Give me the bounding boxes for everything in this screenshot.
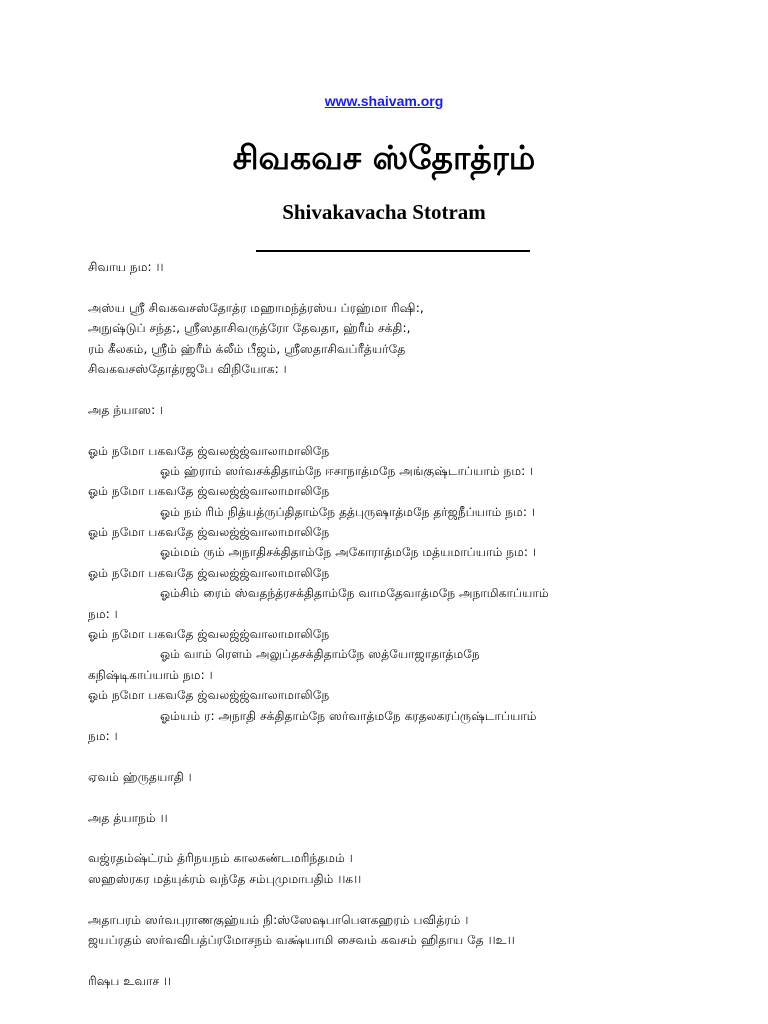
nyasa-line: ஓம் நமோ பகவதே ஜ்வலஜ்ஜ்வாலாமாலிநே [88, 688, 330, 703]
viniyoga-line: அநுஷ்டுப் சந்த:, ஸ்ரீஸதாசிவருத்ரோ தேவதா, ஹ்ரீம் சக்தி:, [88, 321, 411, 336]
nyasa-line: நம: । [88, 728, 118, 743]
page-title-tamil: சிவகவச ஸ்தோத்ரம் [232, 138, 536, 177]
verse-line: ஜயப்ரதம் ஸர்வவிபத்ப்ரமோசநம் வக்ஷ்யாமி சைவம் கவசம் ஹிதாய தே ।।உ।। [88, 932, 515, 947]
viniyoga-line: ரம் கீலகம், ஸ்ரீம் ஹ்ரீம் க்லீம் பீஜம், ஸ்ரீஸதாசிவப்ரீத்யர்தே [88, 341, 406, 356]
nyasa-line: ஓம் வாம் ரௌம் அலுப்தசக்திதாம்நே ஸத்யோஜாதாத்மநே [160, 647, 480, 662]
nyasa-line: ஓம் ஹ்ராம் ஸர்வசக்திதாம்நே ஈசாநாத்மநே அங்குஷ்டாப்யாம் நம: । [160, 463, 534, 478]
nyasa-line: ஓம்யம் ர: அநாதி சக்திதாம்நே ஸர்வாத்மநே கரதலகரப்ருஷ்டாப்யாம் [160, 708, 537, 723]
nyasa-line: ஓம்மம் ரும் அநாதிசக்திதாம்நே அகோராத்மநே மத்யமாப்யாம் நம: । [160, 545, 536, 560]
nyasa-line: ஓம் நமோ பகவதே ஜ்வலஜ்ஜ்வாலாமாலிநே [88, 565, 330, 580]
nyasa-line: ஓம் நமோ பகவதே ஜ்வலஜ்ஜ்வாலாமாலிநே [88, 484, 330, 499]
evam-line: ஏவம் ஹ்ருதயாதி । [88, 769, 192, 784]
verse-line: ஸஹஸ்ரகர மத்யுக்ரம் வந்தே சம்புமுமாபதிம் ।।க।। [88, 871, 362, 886]
nyasa-line: ஓம் நமோ பகவதே ஜ்வலஜ்ஜ்வாலாமாலிநே [88, 525, 330, 540]
site-link[interactable]: www.shaivam.org [324, 93, 444, 109]
nyasa-line: ஓம்சிம் ரைம் ஸ்வதந்த்ரசக்திதாம்நே வாமதேவாத்மநே அநாமிகாப்யாம் [160, 586, 549, 601]
nyasa-line: ஓம் நம் ரிம் நித்யத்ருப்திதாம்நே தத்புருஷாத்மநே தர்ஜநீப்யாம் நம: । [160, 504, 535, 519]
nyasa-line: நம: । [88, 606, 118, 621]
nyasa-line: ஓம் நமோ பகவதே ஜ்வலஜ்ஜ்வாலாமாலிநே [88, 443, 330, 458]
verse-line: அதாபரம் ஸர்வபுராணகுஹ்யம் நி:ஸ்ஸேஷபாபௌகஹரம் பவித்ரம் । [88, 912, 469, 927]
nyasa-line: ஓம் நமோ பகவதே ஜ்வலஜ்ஜ்வாலாமாலிநே [88, 627, 330, 642]
nyasa-block [88, 441, 688, 747]
rishabha-uvacha: ரிஷப உவாச ।। [88, 973, 172, 988]
title-divider [256, 250, 530, 252]
verse-1 [88, 848, 688, 889]
viniyoga-line: சிவகவசஸ்தோத்ரஜபே விநியோக: । [88, 361, 287, 376]
viniyoga-block [88, 298, 688, 380]
verse-2 [88, 910, 688, 951]
nyasa-line: கநிஷ்டிகாப்யாம் நம: । [88, 667, 213, 682]
page-title-english: Shivakavacha Stotram [282, 200, 486, 224]
verse-line: வஜ்ரதம்ஷ்ட்ரம் த்ரிநயநம் காலகண்டமரிந்தமம் । [88, 851, 353, 866]
viniyoga-line: அஸ்ய ஸ்ரீ சிவகவசஸ்தோத்ர மஹாமந்த்ரஸ்ய ப்ரஹ்மா ரிஷி:, [88, 300, 424, 315]
dhyana-heading: அத த்யாநம் ।। [88, 810, 168, 825]
stotram-body [88, 257, 688, 991]
nyasa-heading: அத ந்யாஸ: । [88, 402, 164, 417]
invocation-line: சிவாய நம: ।। [88, 260, 164, 274]
